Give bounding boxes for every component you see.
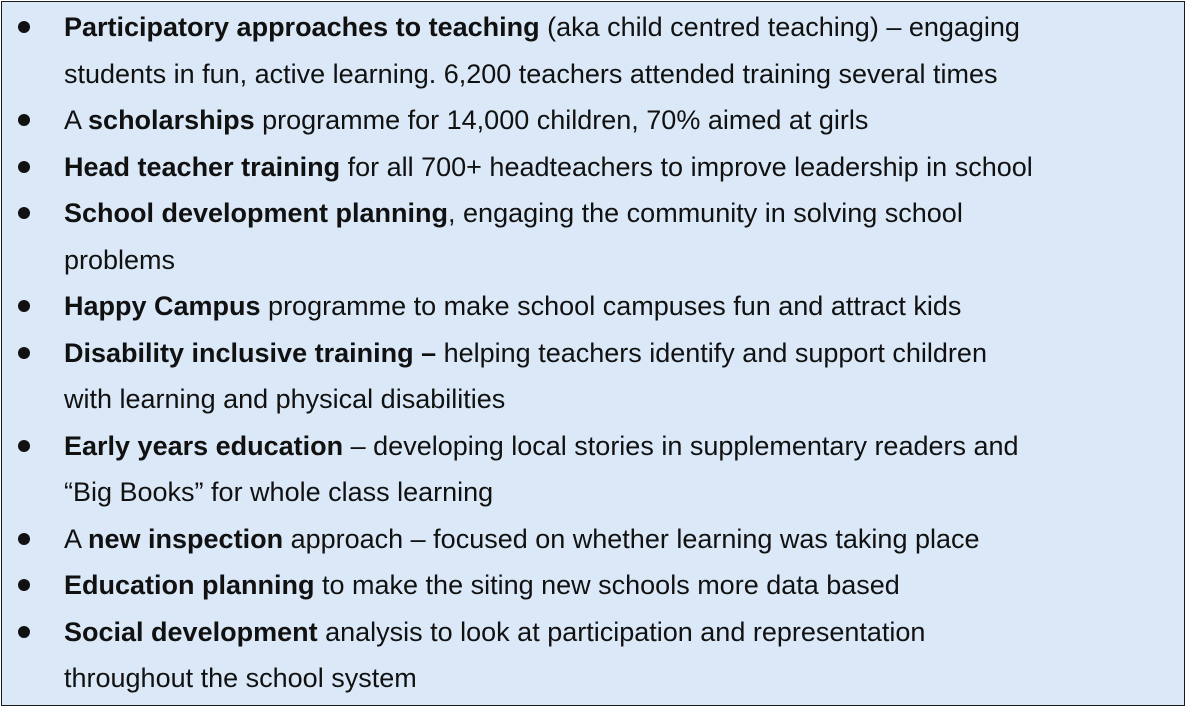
text-run: analysis to look at participation and representation	[317, 616, 926, 647]
text-run: helping teachers identify and support children	[436, 337, 987, 368]
bold-text: new inspection	[88, 523, 284, 554]
text-run: A	[64, 523, 89, 554]
list-item	[2, 423, 1184, 516]
bullet-icon	[18, 207, 30, 219]
list-item	[2, 190, 1184, 283]
list-item-line	[64, 376, 1174, 423]
bold-text: School development planning	[64, 198, 449, 228]
list-item-line	[64, 190, 1174, 237]
bullet-icon	[18, 440, 30, 452]
bullet-icon	[18, 533, 30, 545]
text-run: , engaging the community in solving school	[448, 198, 963, 228]
list-item-line	[64, 97, 1174, 144]
text-run: A	[64, 105, 89, 135]
text-run: approach – focused on whether learning was taking place	[283, 523, 980, 554]
bold-text: Education planning	[64, 570, 315, 600]
bold-text: Participatory approaches to teaching	[64, 12, 540, 42]
list-item	[2, 283, 1184, 330]
list-item	[2, 609, 1184, 702]
text-run: for all 700+ headteachers to improve leadership in school	[340, 151, 1033, 182]
bold-text: Happy Campus	[64, 291, 261, 321]
text-run: programme to make school campuses fun and attract kids	[260, 291, 962, 321]
bullet-icon	[18, 161, 30, 173]
list-item	[2, 4, 1184, 97]
text-run: “Big Books” for whole class learning	[64, 477, 494, 507]
bullet-icon	[18, 21, 30, 33]
list-item-line	[64, 283, 1174, 330]
bold-text: scholarships	[88, 105, 255, 135]
bullet-icon	[18, 579, 30, 591]
text-run: programme for 14,000 children, 70% aimed at girls	[254, 105, 869, 135]
list-item	[2, 97, 1184, 144]
bullet-icon	[18, 114, 30, 126]
bold-text: Head teacher training	[64, 151, 341, 182]
list-item	[2, 144, 1184, 191]
text-run: with learning and physical disabilities	[64, 384, 506, 414]
text-run: throughout the school system	[64, 663, 417, 693]
list-item	[2, 562, 1184, 609]
list-item-line	[64, 330, 1174, 377]
list-item-line	[64, 423, 1174, 470]
list-item-line	[64, 655, 1174, 702]
text-run: – developing local stories in supplementary readers and	[343, 430, 1019, 461]
list-item-line	[64, 469, 1174, 516]
bold-text: Social development	[64, 616, 318, 647]
bold-text: Early years education	[64, 430, 344, 461]
bullet-list-panel	[1, 1, 1185, 706]
bullet-icon	[18, 300, 30, 312]
list-item-line	[64, 4, 1174, 51]
list-item-line	[64, 609, 1174, 656]
list-item-line	[64, 51, 1174, 98]
text-run: problems	[64, 244, 176, 275]
bullet-list	[2, 4, 1184, 702]
text-run: (aka child centred teaching) – engaging	[539, 12, 1020, 42]
list-item	[2, 516, 1184, 563]
list-item-line	[64, 237, 1174, 284]
bullet-icon	[18, 347, 30, 359]
list-item-line	[64, 562, 1174, 609]
list-item	[2, 330, 1184, 423]
list-item-line	[64, 144, 1174, 191]
bold-text: Disability inclusive training –	[64, 337, 437, 368]
text-run: to make the siting new schools more data based	[314, 570, 900, 600]
text-run: students in fun, active learning. 6,200 teachers attended training several times	[64, 58, 998, 89]
bullet-icon	[18, 626, 30, 638]
list-item-line	[64, 516, 1174, 563]
